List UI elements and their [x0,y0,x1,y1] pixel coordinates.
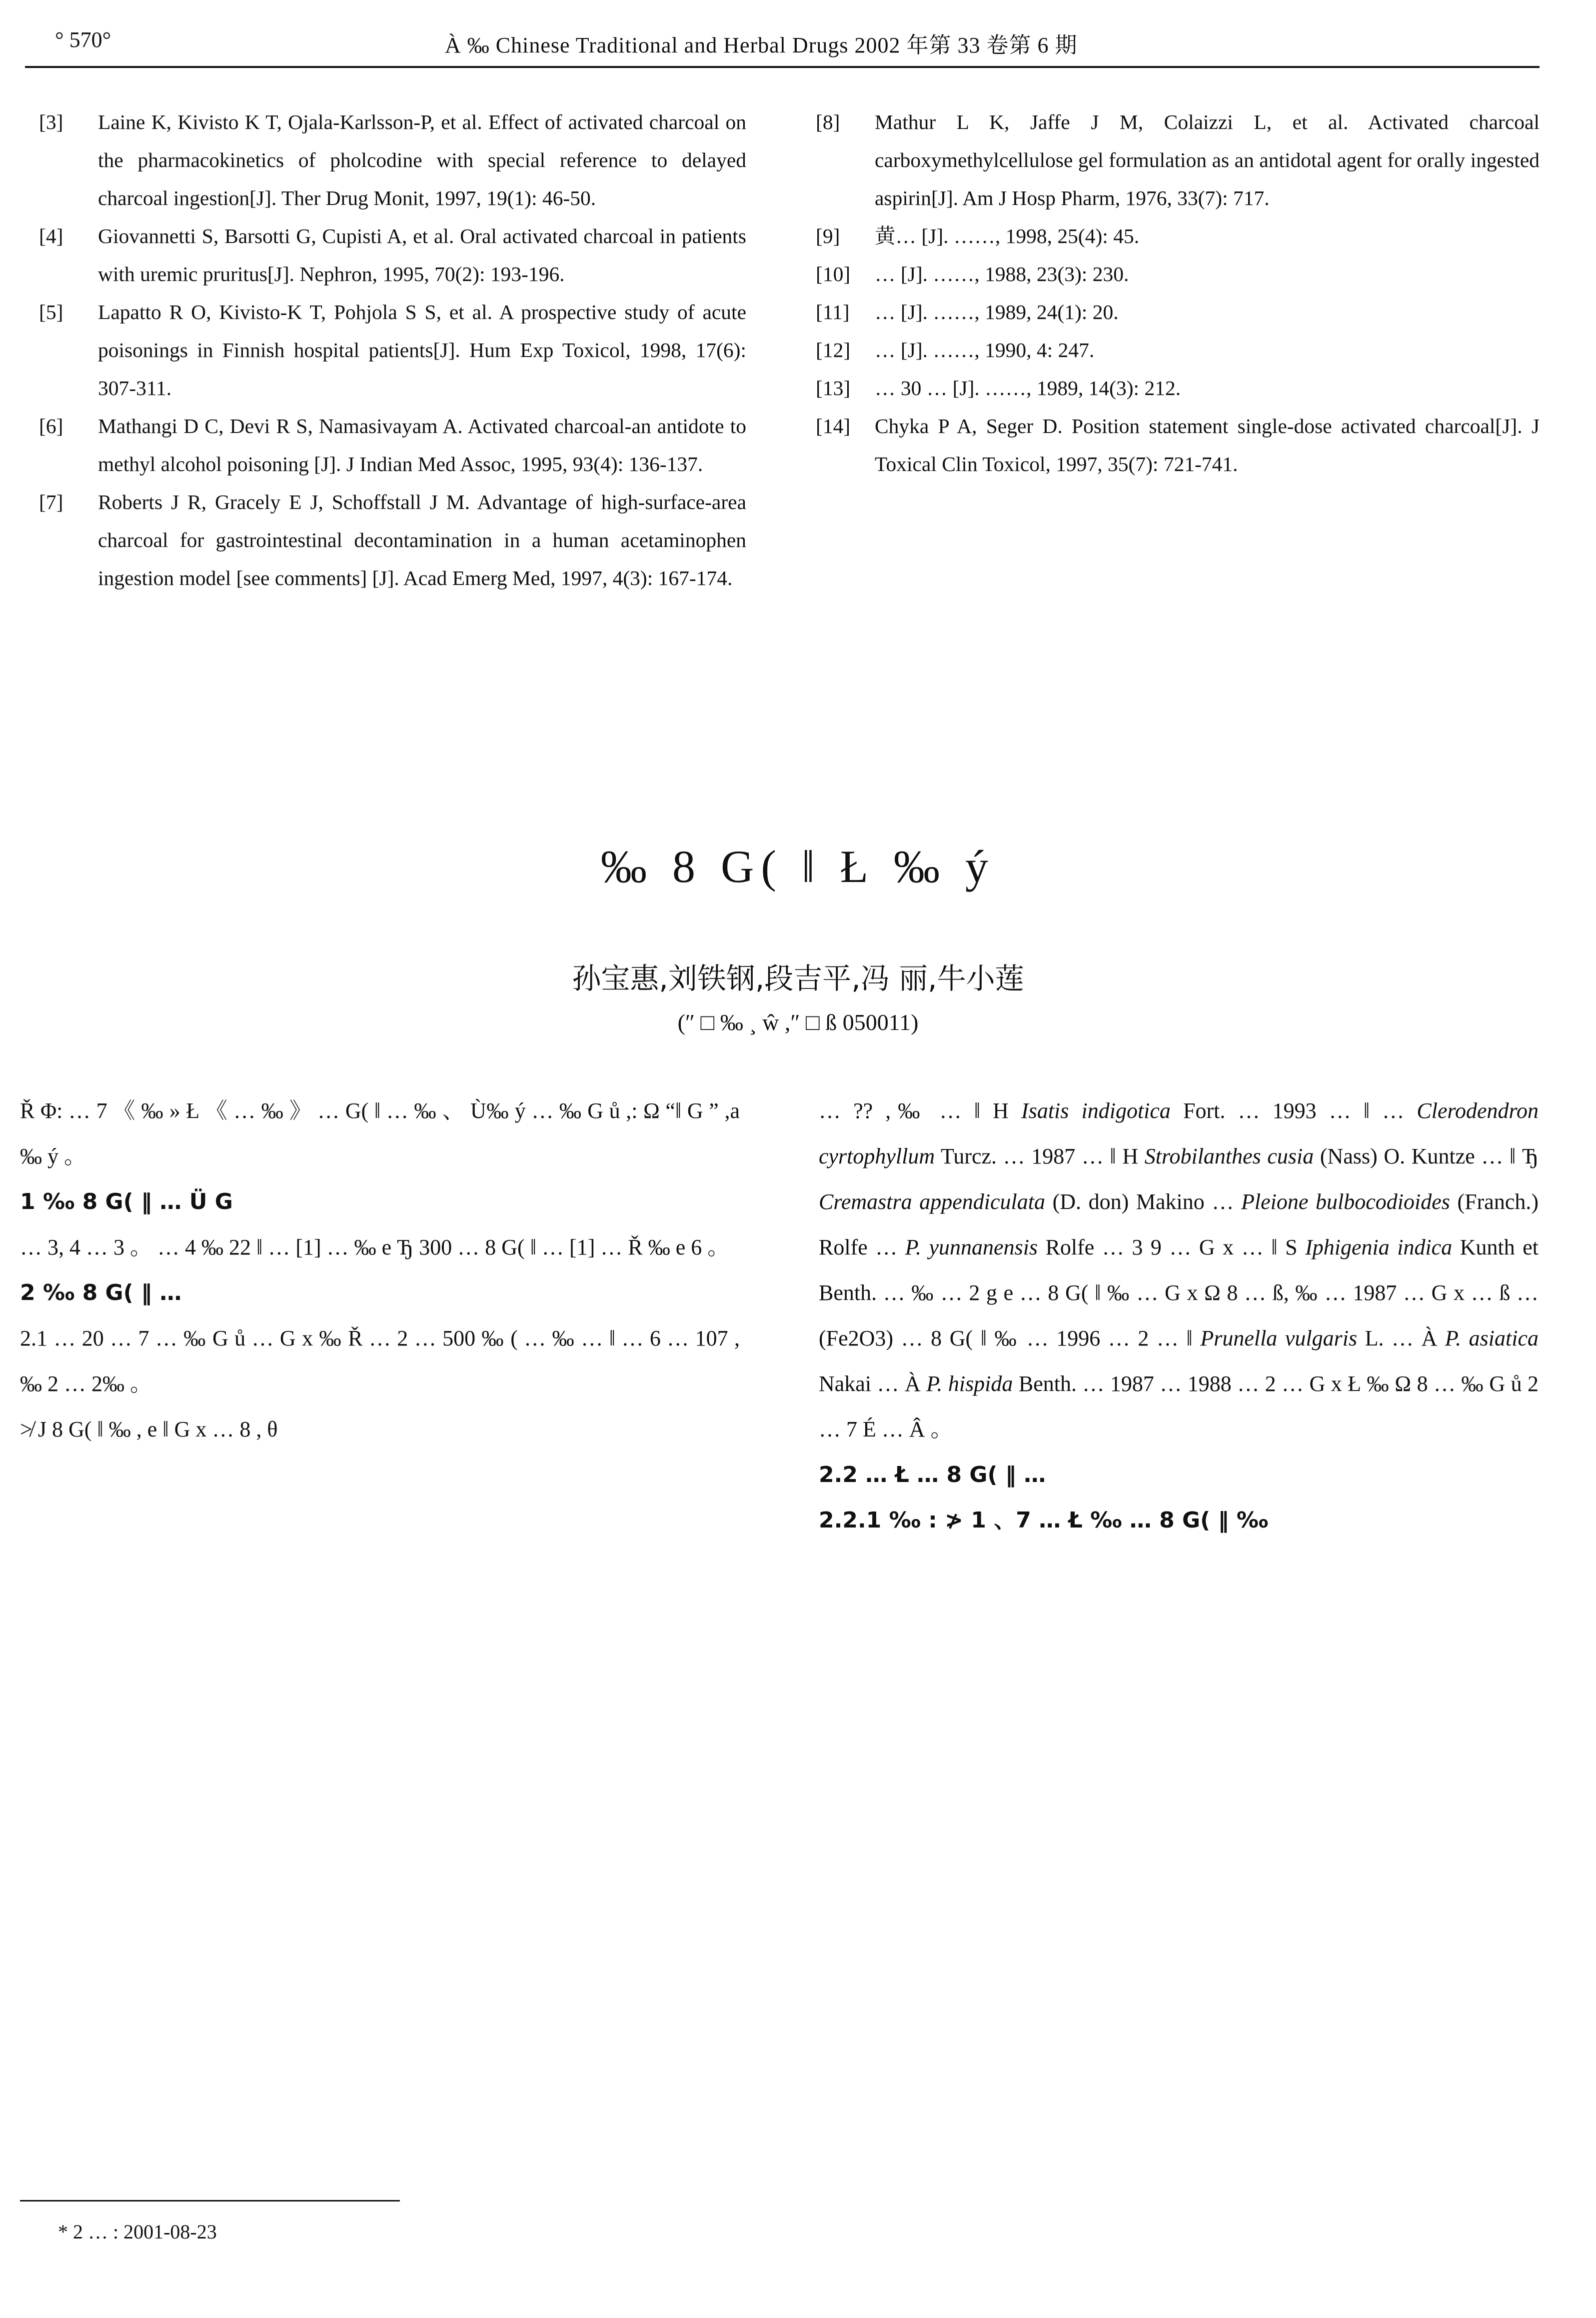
section-heading-1: 1 ‰ 8 G( ‖ … Ü G [20,1189,233,1214]
reference-item [39,103,746,217]
reference-item [816,255,1540,293]
reference-item [39,293,746,407]
footnote-rule [20,2200,400,2202]
text-run: … ?? ,‰ … ‖ H [819,1098,1009,1123]
species-name: P. hispida [926,1372,1013,1396]
reference-number: [5] [39,300,63,324]
article-title: ‰ 8 G( ‖ Ł ‰ ý [600,841,996,892]
body-column-left [20,1088,740,1452]
species-name: Clerodendron cyrtophyllum [819,1098,1539,1168]
abstract-paragraph: Ř Φ: … 7 《 ‰ » Ł 《 … ‰ 》 … G( ‖ … ‰ 、 Ù‰ ý … ‰ G ů ,: Ω “‖ G ” ,a ‰ ý 。 [20,1098,740,1168]
text-run: (Franch.) Rolfe … [819,1190,1539,1260]
received-date-footnote: * 2 … : 2001-08-23 [58,2220,217,2243]
reference-number: [8] [816,110,840,134]
reference-list-right [816,103,1540,483]
body-paragraph [819,1088,1539,1452]
reference-number: [11] [816,300,850,324]
text-run: Kunth et Benth. … ‰ … 2 g e … 8 G( ‖ ‰ … G x Ω 8 … ß, ‰ … 1987 … G x … ß … (Fe2O3) … 8 G( ‖ ‰ … 1996 … 2 … ‖ [819,1235,1539,1350]
reference-text: … [J]. ……, 1989, 24(1): 20. [875,300,1119,324]
reference-number: [13] [816,376,851,400]
text-run: Fort. … 1993 … ‖ … [1183,1098,1405,1123]
text-run: Benth. … 1987 … 1988 … 2 … G x Ł ‰ Ω 8 … ‰ G ů 2 … 7 É … Â 。 [819,1372,1539,1442]
text-run: Rolfe … 3 9 … G x … ‖ S [1045,1235,1298,1260]
reference-number: [14] [816,414,851,438]
journal-header: À ‰ Chinese Traditional and Herbal Drugs 2002 年第 33 卷第 6 期 [445,33,1078,58]
reference-text: … [J]. ……, 1988, 23(3): 230. [875,262,1129,286]
section-heading-2: 2 ‰ 8 G( ‖ … [20,1280,182,1306]
reference-number: [3] [39,110,63,134]
reference-number: [4] [39,224,63,248]
species-name: Prunella vulgaris [1200,1326,1358,1350]
reference-item [39,407,746,483]
reference-number: [6] [39,414,63,438]
reference-item [816,103,1540,217]
body-paragraph: 2.1 … 20 … 7 … ‰ G ů … G x ‰ Ř … 2 … 500 ‰ ( … ‰ … ‖ … 6 … 107 , ‰ 2 … 2‰ 。 [20,1326,740,1396]
reference-text: Mathangi D C, Devi R S, Namasivayam A. Activated charcoal-an antidote to methyl alcohol poisoning [J]. J Indian Med Assoc, 1995, 93(4): 136-137. [98,414,746,476]
author-affiliation: (″ □ ‰ ¸ ŵ ,″ □ ß 050011) [677,1010,919,1035]
text-run: (D. don) Makino … [1052,1190,1234,1214]
section-heading-2-2-1: 2.2.1 ‰ : ≯ 1 、7 … Ł ‰ … 8 G( ‖ ‰ [819,1508,1269,1533]
reference-text: Chyka P A, Seger D. Position statement single-dose activated charcoal[J]. J Toxical Clin Toxicol, 1997, 35(7): 721-741. [875,414,1540,476]
species-name: Isatis indigotica [1021,1098,1171,1123]
body-paragraph: ≯ J 8 G( ‖ ‰ , e ‖ G x … 8 , θ [20,1417,278,1442]
reference-item [816,217,1540,255]
reference-text: … [J]. ……, 1990, 4: 247. [875,338,1095,362]
reference-text: Roberts J R, Gracely E J, Schoffstall J M. Advantage of high-surface-area charcoal for gastrointestinal decontamination in a human acetaminophen ingestion model [see comments] [J]. Acad Emerg Med, 1997, 4(3): 167-174. [98,490,746,590]
reference-text: … 30 … [J]. ……, 1989, 14(3): 212. [875,376,1181,400]
reference-number: [9] [816,224,840,248]
header-rule [25,66,1540,68]
reference-number: [7] [39,490,63,514]
reference-item [39,217,746,293]
reference-number: [10] [816,262,851,286]
reference-text: Giovannetti S, Barsotti G, Cupisti A, et al. Oral activated charcoal in patients with uremic pruritus[J]. Nephron, 1995, 70(2): 193-196. [98,224,746,286]
text-run: Nakai … À [819,1372,921,1396]
species-name: Cremastra appendiculata [819,1190,1045,1214]
reference-item [816,293,1540,331]
reference-text: Laine K, Kivisto K T, Ojala-Karlsson-P, et al. Effect of activated charcoal on the pharmacokinetics of pholcodine with special reference to delayed charcoal ingestion[J]. Ther Drug Monit, 1997, 19(1): 46-50. [98,110,746,210]
running-header [25,23,1530,69]
body-paragraph: … 3, 4 … 3 。 … 4 ‰ 22 ‖ … [1] … ‰ e Ђ 300 … 8 G( ‖ … [1] … Ř ‰ e 6 。 [20,1235,730,1260]
page-number: ° 570° [55,28,111,52]
article-authors: 孙宝惠,刘铁钢,段吉平,冯 丽,牛小莲 [572,962,1024,996]
reference-number: [12] [816,338,851,362]
reference-item [816,407,1540,483]
text-run: (Nass) O. Kuntze … ‖ Ђ [1320,1144,1539,1168]
reference-list-left [39,103,746,597]
species-name: Strobilanthes cusia [1144,1144,1314,1168]
reference-text: Mathur L K, Jaffe J M, Colaizzi L, et al. Activated charcoal carboxymethylcellulose gel formulation as an antidotal agent for orally ingested aspirin[J]. Am J Hosp Pharm, 1976, 33(7): 717. [875,110,1540,210]
species-name: Iphigenia indica [1305,1235,1453,1260]
reference-item [816,369,1540,407]
species-name: Pleione bulbocodioides [1241,1190,1450,1214]
section-heading-2-2: 2.2 … Ł … 8 G( ‖ … [819,1462,1046,1488]
body-column-right [819,1088,1539,1543]
reference-item [39,483,746,597]
reference-text: 黄… [J]. ……, 1998, 25(4): 45. [875,224,1140,248]
species-name: P. asiatica [1445,1326,1539,1350]
species-name: P. yunnanensis [905,1235,1038,1260]
text-run: L. … À [1365,1326,1438,1350]
text-run: Turcz. … 1987 … ‖ H [940,1144,1139,1168]
reference-item [816,331,1540,369]
reference-text: Lapatto R O, Kivisto-K T, Pohjola S S, et al. A prospective study of acute poisonings in Finnish hospital patients[J]. Hum Exp Toxicol, 1998, 17(6): 307-311. [98,300,746,400]
